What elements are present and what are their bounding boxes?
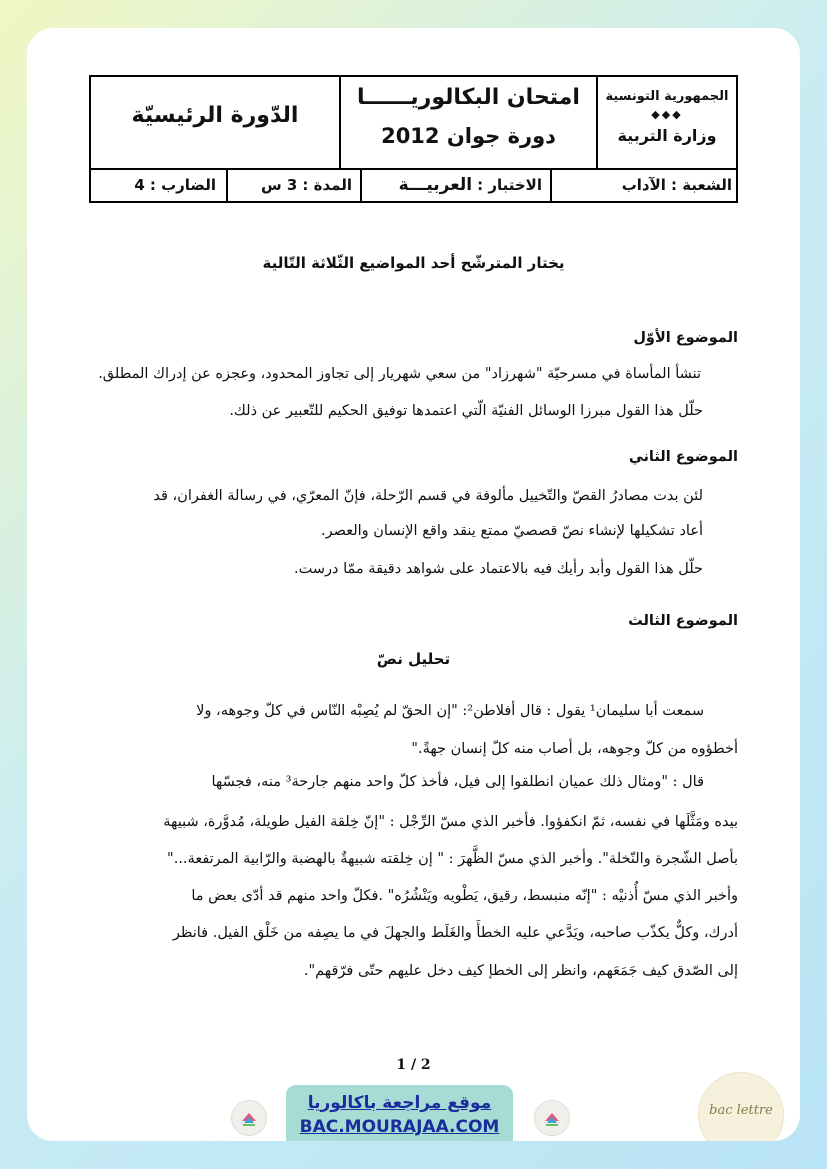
site-url-link[interactable]: BAC.MOURAJAA.COM (299, 1117, 500, 1137)
site-logo-icon-right (534, 1100, 570, 1136)
site-name-arabic[interactable]: موقع مراجعة باكالوريا (307, 1093, 492, 1113)
topic2-title: الموضوع الثاني (628, 449, 738, 465)
duration-value: 3 س (260, 176, 298, 194)
ministry-cell (598, 77, 736, 168)
text-line-1: سمعت أبا سليمان¹ يقول : قال أفلاطن²: "إن الحقّ لم يُصِبْه النّاس في كلّ وجوهه، ولا (196, 703, 704, 719)
exam-title-cell (341, 77, 596, 168)
topic2-line-1: لئن بدت مصادرُ القصّ والتّخييل مألوفة في قسم الرّحلة، فإنّ المعرّي، في رسالة الغفران، قد (153, 488, 703, 504)
text-line-7: أدرك، وكلٌّ يكذّب صاحبه، ويَدَّعي عليه الخطأَ والغَلَط والجهلَ في ما يصِفه من خَلْق الفيل. فانظر (172, 925, 738, 941)
topic1-line-2: حلّل هذا القول مبرزا الوسائل الفنيّة الّتي اعتمدها توفيق الحكيم للتّعبير عن ذلك. (229, 403, 703, 419)
session-type: الدّورة الرئيسيّة (131, 103, 299, 128)
republic-name: الجمهورية التونسية (605, 89, 729, 104)
topic3-title: الموضوع الثالث (628, 613, 738, 629)
topic2-line-2: أعاد تشكيلها لإنشاء نصّ قصصيّ ممتع ينقد واقع الإنسان والعصر. (321, 523, 703, 539)
bac-lettre-text: bac lettre (709, 1103, 773, 1118)
subject-value: العربيـــة (398, 175, 473, 195)
topic1-line-1: تنشأ المأساة في مسرحيّة "شهرزاد" من سعي شهريار إلى تجاوز المحدود، وعجزه عن إدراك المطلق. (98, 366, 701, 382)
diamonds-ornament: ◆◆◆ (651, 108, 683, 121)
text-line-3: قال : "ومثال ذلك عميان انطلقوا إلى فيل، فأخذ كلّ واحد منهم جارحة³ منه، فجسّها (211, 774, 704, 790)
section-value: الآداب (621, 176, 666, 194)
subject-cell (362, 170, 550, 201)
instruction-text: يختار المترشّح أحد المواضيع الثّلاثة التّالية (262, 254, 565, 272)
exam-page (27, 28, 800, 1141)
topic3-subtitle: تحليل نصّ (376, 650, 451, 668)
topic2-line-3: حلّل هذا القول وأبد رأيك فيه بالاعتماد على شواهد دقيقة ممّا درست. (294, 561, 703, 577)
topic1-title: الموضوع الأوّل (633, 330, 738, 346)
text-line-5: بأصل الشّجرة والنّخلة". وأخبر الذي مسّ الظَّهرَ : " إن خِلقته شبيهةٌ بالهضبة والرّابية المرتفعة..." (167, 851, 738, 867)
site-logo-icon-left (231, 1100, 267, 1136)
duration-label: المدة : (302, 176, 352, 194)
duration-cell (228, 170, 360, 201)
subject-label: الاختبار : (477, 176, 542, 194)
text-line-6: وأخبر الذي مسّ أُذنيْه : "إنّه منبسط، رقيق، يَطْويه ويَنْشُرُه" .فكلّ واحد منهم قد أدّى بعض ما (191, 888, 738, 904)
header-row-top (91, 77, 736, 170)
bac-lettre-badge-icon (698, 1072, 784, 1141)
text-line-8: إلى الصّدق كيف جَمَعَهم، وانظر إلى الخطإ كيف دخل عليهم حتّى فرّقهم". (303, 963, 738, 979)
coefficient-cell (91, 170, 226, 201)
text-line-2: أخطؤوه من كلّ وجوهه، بل أصاب منه كلّ إنسان جهةً." (411, 741, 738, 757)
exam-session: دورة جوان 2012 (381, 124, 556, 148)
section-label: الشعبة : (671, 176, 732, 194)
ministry-name: وزارة التربية (617, 126, 717, 145)
coefficient-label: الضارب : (149, 176, 216, 194)
site-banner[interactable] (286, 1085, 513, 1141)
header-row-bottom (91, 170, 736, 201)
section-cell (552, 170, 736, 201)
exam-title: امتحان البكالوريــــــا (357, 85, 580, 110)
page-number: 1 / 2 (396, 1057, 431, 1073)
coefficient-value: 4 (134, 176, 145, 194)
exam-header-table (89, 75, 738, 203)
text-line-4: بيده ومَثَّلَها في نفسه، ثمّ انكفؤوا. فأخبر الذي مسّ الرِّجْل : "إنّ خِلقة الفيل طويلة، مُدوَّرة، شبيهة (163, 814, 738, 830)
session-type-cell (91, 77, 339, 168)
